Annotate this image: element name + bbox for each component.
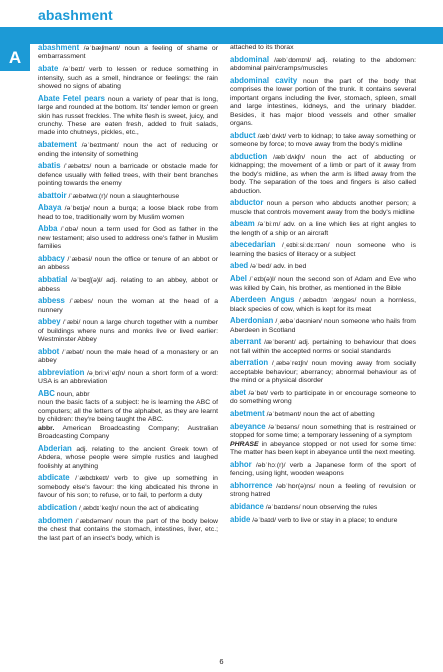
dictionary-entry — [38, 141, 218, 159]
entry-body: noun a variety of pear that is long, large and rounded at the bottom. Its' tender lemon or green skin has russet freckles. The white flesh is sweet, juicy, and crunchy. These are eaten fresh, added to fruit salads, made into chutneys, pickles, etc., — [38, 95, 218, 137]
entry-headword: abidance — [230, 501, 264, 511]
dictionary-entry — [38, 297, 218, 315]
entry-body: /æbˈdɒmɪnl/ adj. relating to the abdomen: abdominal pain/cramps/muscles — [230, 56, 416, 73]
dictionary-entry — [38, 192, 218, 201]
dictionary-entry — [230, 77, 416, 129]
entry-headword: abbatial — [38, 275, 68, 285]
letter-tab: A — [0, 44, 30, 71]
entry-headword: abbacy — [38, 254, 65, 264]
entry-body: /ˈæbətɪs/ noun a barricade or obstacle made for defence usually with felled trees, with their bent branches pointing towards the enemy — [38, 163, 218, 188]
dictionary-entry — [38, 95, 218, 138]
entry-body: /æbˈdʌkʃn/ noun the act of abducting or kidnapping; the movement of a limb or part of it away from the body's midline, as when the arm is lifted away from the body. The separation of the toes and fingers is also called abduction. — [230, 153, 416, 195]
dictionary-entry — [38, 65, 218, 91]
dictionary-entry — [230, 461, 416, 479]
entry-headword: Aberdonian — [230, 316, 274, 326]
entry-headword: abatis — [38, 161, 61, 171]
dictionary-entry — [38, 162, 218, 188]
header-band — [0, 27, 443, 44]
page-number: 6 — [219, 657, 224, 666]
entry-headword: Abderian — [38, 443, 72, 453]
phrase-label: PHRASE — [230, 440, 259, 448]
dictionary-entry — [230, 296, 416, 314]
left-column — [38, 44, 218, 656]
entry-headword: abdicate — [38, 473, 70, 483]
entry-headword: abeam — [230, 219, 255, 229]
entry-body: /əˈbiːm/ adv. on a line which lies at right angles to the length of a ship or an aircraft — [230, 221, 416, 237]
entry-headword: Abate Fetel pears — [38, 93, 105, 103]
dictionary-entry — [38, 318, 218, 344]
entry-headword: abed — [230, 261, 249, 271]
dictionary-entry — [38, 445, 218, 471]
entry-headword: abduct — [230, 130, 256, 140]
entry-body: /əˈbeɪjə/ noun a burqa; a loose black robe from head to toe, traditionally worn by Muslim women — [38, 205, 218, 221]
entry-headword: abbreviation — [38, 367, 85, 377]
entry-headword: Abaya — [38, 203, 62, 213]
entry-headword: abdomen — [38, 515, 73, 525]
entry-body: /əbˈhɒr(ə)ns/ noun a feeling of revulsion or strong hatred — [230, 482, 416, 499]
entry-body: noun the part of the body that comprises the lower portion of the trunk. It contains several important organs including the liver, stomach, spleen, small and large intestines, kidneys, and the urinary bladder. Besides, it has major blood vessels and other smaller organs. — [230, 77, 416, 127]
running-headword: abashment — [38, 7, 113, 23]
entry-body: /ˈæbes/ noun the woman at the head of a nunnery — [38, 298, 218, 314]
entry-headword: abashment — [38, 44, 80, 52]
dictionary-entry — [38, 517, 218, 543]
entry-headword: Abba — [38, 224, 58, 234]
dictionary-entry — [38, 255, 218, 273]
entry-headword: abecedarian — [230, 240, 276, 250]
entry-body: /ˈæbdəmən/ noun the part of the body below the chest that contains the stomach, intestines, liver, etc.; the last part of an insect's body, which is — [38, 517, 218, 542]
dictionary-entry — [38, 474, 218, 500]
entry-body: in abeyance stopped or not used for some time: The matter has been kept in abeyance until the next meeting. — [230, 440, 416, 457]
dictionary-entry — [230, 132, 416, 150]
dictionary-entry — [230, 338, 416, 356]
entry-body: noun, abbr — [54, 391, 90, 399]
entry-headword: Abel — [230, 274, 247, 284]
entry-headword: abhor — [230, 459, 252, 469]
dictionary-entry — [230, 153, 416, 196]
entry-phrase — [230, 441, 416, 458]
dictionary-entry — [38, 369, 218, 387]
entry-body: noun the basic facts of a subject: he is learning the ABC of computers; all the letters of the alphabet, as they are learnt by children: they're being taught the ABC. — [38, 399, 218, 424]
entry-body: /ˈæbətwɑː(r)/ noun a slaughterhouse — [66, 192, 180, 200]
right-column — [230, 44, 416, 656]
entry-body: /ˈæbi/ noun a large church together with a number of buildings where nuns and monks live or lived earlier: Westminster Abbey — [38, 319, 218, 344]
entry-body: /əˈbeɪʃ(ə)l/ adj. relating to an abbey, abbot or abbess — [38, 277, 218, 293]
entry-body: /ˌæbədɪn ˈæŋgəs/ noun a hornless, black species of cow, which is kept for its meat — [230, 297, 416, 313]
dictionary-entry — [230, 220, 416, 238]
dictionary-entry — [230, 359, 416, 385]
entry-headword: abbot — [38, 346, 60, 356]
entry-body: adj. relating to the ancient Greek town of Abdera, whose people were simple rustics and laughed foolishly at anything — [38, 445, 218, 470]
entry-body: noun a person who abducts another person; a muscle that controls movement away from the body's midline — [230, 200, 416, 216]
entry-headword: abatement — [38, 140, 77, 150]
entry-headword: abduction — [230, 151, 268, 161]
entry-headword: abide — [230, 514, 251, 524]
entry-headword: abetment — [230, 409, 265, 419]
dictionary-entry — [230, 516, 416, 525]
entry-body: /æbˈdʌkt/ verb to kidnap; to take away something or someone by force; to move away from the body's midline — [230, 132, 416, 149]
entry-headword: abhorrence — [230, 480, 273, 490]
entry-body: /əˈbet/ verb to participate in or encourage someone to do something wrong — [230, 390, 416, 406]
sense-label: abbr. — [38, 424, 55, 432]
entry-headword: abdication — [38, 503, 77, 513]
dictionary-entry — [38, 44, 218, 62]
entry-body: /ˌæbdɪˈkeɪʃn/ noun the act of abdicating — [77, 505, 199, 513]
dictionary-entry — [230, 423, 416, 441]
entry-headword: abbess — [38, 296, 65, 306]
entry-body: /ˈæbəsi/ noun the office or tenure of an abbot or an abbess — [38, 256, 218, 272]
dictionary-entry — [38, 276, 218, 294]
entry-headword: aberrant — [230, 337, 262, 347]
entry-headword: abductor — [230, 198, 264, 208]
entry-headword: abate — [38, 64, 59, 74]
entry-body: /ˌæbəˈreɪʃn/ noun moving away from socially acceptable behaviour; aberrancy; abnormal behaviour as of the mind or a physical disorder — [230, 360, 416, 385]
entry-body: /əˈbaɪd/ verb to live or stay in a place; to endure — [250, 516, 398, 524]
entry-body: /ˈeɪb(ə)l/ noun the second son of Adam and Eve who was killed by Cain, his brother, as mentioned in the Bible — [230, 276, 416, 292]
entry-headword: Aberdeen Angus — [230, 295, 295, 305]
dictionary-entry — [38, 504, 218, 513]
entry-body: /ˈæbdɪkeɪt/ verb to give up something in somebody else's favour: the king abdicated his throne in favour of his son; to refuse, or to fail, to perform a duty — [38, 475, 218, 500]
dictionary-entry — [38, 225, 218, 251]
dictionary-entry — [230, 199, 416, 217]
dictionary-entry — [230, 482, 416, 500]
entry-body: /əˈbetmənt/ noun the act of abetting — [264, 411, 375, 419]
entry-headword: abdominal — [230, 54, 269, 64]
entry-body: /əˈbeɪəns/ noun something that is restrained or stopped for some time; a temporary lessening of a symptom — [230, 423, 416, 440]
dictionary-entry — [230, 503, 416, 512]
entry-body: American Broadcasting Company; Australian Broadcasting Company — [38, 424, 218, 441]
entry-headword: abbey — [38, 317, 61, 327]
dictionary-entry — [38, 390, 218, 399]
dictionary-entry — [38, 204, 218, 222]
dictionary-entry — [230, 410, 416, 419]
entry-body: /əbˈhɔː(r)/ verb a Japanese form of the sport of fencing, using light, wooden weapons — [230, 461, 416, 478]
entry-sense — [38, 399, 218, 424]
dictionary-entry — [230, 241, 416, 259]
entry-headword: abeyance — [230, 421, 266, 431]
dictionary-entry — [230, 56, 416, 74]
dictionary-entry — [230, 275, 416, 293]
entry-body: /əˈbeɪt/ verb to lessen or reduce something in intensity, such as a smell, hindrance or feelings: the rain showed no signs of abating — [38, 66, 218, 90]
entry-headword: aberration — [230, 358, 269, 368]
entry-body: /æˈberənt/ adj. pertaining to behaviour that does not fall within the accepted norms or social standards — [230, 339, 416, 355]
entry-body: attached to its thorax — [230, 44, 294, 51]
entry-headword: abattoir — [38, 190, 67, 200]
entry-body: /əˈbeɪtmənt/ noun the act of reducing or ending the intensity of something — [38, 142, 218, 158]
dictionary-entry — [230, 389, 416, 407]
entry-sense — [38, 425, 218, 442]
entry-headword: abet — [230, 388, 247, 398]
entry-continuation — [230, 44, 416, 52]
entry-body: /əˈbed/ adv. in bed — [248, 263, 307, 271]
dictionary-entry — [38, 348, 218, 366]
entry-body: /ˈæbət/ noun the male head of a monastery or an abbey — [38, 348, 218, 365]
entry-body: /əˌbriːviˈeɪʃn/ noun a short form of a word: USA is an abbreviation — [38, 369, 218, 386]
entry-headword: abdominal cavity — [230, 75, 298, 85]
dictionary-entry — [230, 262, 416, 271]
dictionary-entry — [230, 317, 416, 335]
entry-body: /ˌeɪbiːsiːdɛːrɪən/ noun someone who is learning the basics of literacy or a subject — [230, 242, 416, 258]
entry-body: /ˈɑbə/ noun a term used for God as father in the new testament; also used to address one's father in Muslim families — [38, 226, 218, 251]
entry-body: /ˌæbəˈdəʊniən/ noun someone who hails from Aberdeen in Scotland — [230, 318, 416, 334]
entry-body: /əˈbaɪdəns/ noun observing the rules — [263, 503, 378, 511]
entry-headword: ABC — [38, 389, 55, 399]
entry-body: /əˈbæʃmənt/ noun a feeling of shame or embarrassment — [38, 45, 218, 61]
